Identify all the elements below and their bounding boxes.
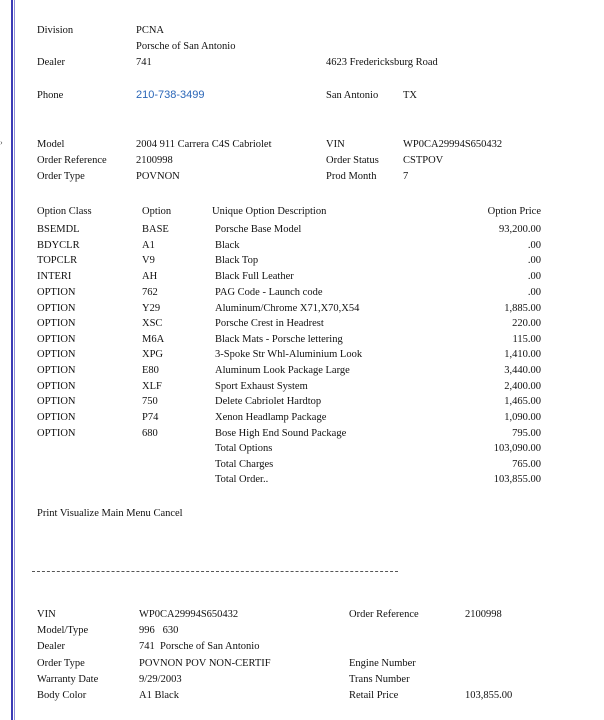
- summary-dealer-value: 741 Porsche of San Antonio: [139, 641, 260, 652]
- option-class: TOPCLR: [37, 255, 78, 266]
- summary-order-ref-label: Order Reference: [349, 609, 419, 620]
- dealer-label: Dealer: [37, 57, 65, 68]
- summary-trans-label: Trans Number: [349, 674, 410, 685]
- option-code: XPG: [142, 349, 164, 360]
- option-price: .00: [527, 255, 541, 266]
- summary-model-type-label: Model/Type: [37, 625, 89, 636]
- option-description: Porsche Crest in Headrest: [215, 318, 324, 329]
- vin-value: WP0CA29994S650432: [403, 139, 503, 150]
- option-class: BDYCLR: [37, 240, 80, 251]
- summary-warranty-value: 9/29/2003: [139, 674, 182, 685]
- vin-label: VIN: [326, 139, 345, 150]
- table-row: [0, 396, 604, 408]
- summary-order-type-label: Order Type: [37, 658, 85, 669]
- order-type-value: POVNON: [136, 171, 180, 182]
- dealer-name: Porsche of San Antonio: [136, 41, 236, 52]
- option-description: Xenon Headlamp Package: [215, 412, 327, 423]
- margin-marker: ›: [0, 138, 3, 147]
- summary-engine-label: Engine Number: [349, 658, 416, 669]
- division-value: PCNA: [136, 25, 165, 36]
- table-row: [0, 240, 604, 252]
- order-type-label: Order Type: [37, 171, 85, 182]
- dealer-address: 4623 Fredericksburg Road: [326, 57, 438, 68]
- option-price: 1,090.00: [504, 412, 541, 423]
- option-price: 1,885.00: [504, 303, 541, 314]
- phone-link[interactable]: 210-738-3499: [136, 89, 205, 101]
- total-options-label: Total Options: [215, 443, 273, 454]
- option-description: Aluminum Look Package Large: [215, 365, 350, 376]
- option-class: OPTION: [37, 318, 76, 329]
- table-row: [0, 428, 604, 440]
- table-row: [0, 381, 604, 393]
- model-value: 2004 911 Carrera C4S Cabriolet: [136, 139, 272, 150]
- option-code: P74: [142, 412, 159, 423]
- col-header-description: Unique Option Description: [212, 206, 327, 217]
- option-description: Black Top: [215, 255, 259, 266]
- option-price: 115.00: [512, 334, 541, 345]
- option-description: Aluminum/Chrome X71,X70,X54: [215, 303, 360, 314]
- section-divider: [32, 571, 398, 572]
- table-row: [0, 334, 604, 346]
- option-description: Bose High End Sound Package: [215, 428, 347, 439]
- summary-dealer-label: Dealer: [37, 641, 65, 652]
- summary-order-type-value: POVNON POV NON-CERTIF: [139, 658, 271, 669]
- summary-vin-label: VIN: [37, 609, 56, 620]
- dealer-state: TX: [403, 90, 417, 101]
- option-code: XSC: [142, 318, 163, 329]
- option-code: 750: [142, 396, 158, 407]
- option-description: Black: [215, 240, 240, 251]
- option-description: PAG Code - Launch code: [215, 287, 323, 298]
- option-price: .00: [527, 287, 541, 298]
- phone-label: Phone: [37, 90, 64, 101]
- option-code: Y29: [142, 303, 161, 314]
- prod-month-value: 7: [403, 171, 409, 182]
- option-price: 795.00: [512, 428, 541, 439]
- option-price: .00: [527, 240, 541, 251]
- option-class: OPTION: [37, 412, 76, 423]
- summary-warranty-label: Warranty Date: [37, 674, 99, 685]
- total-options-value: 103,090.00: [493, 443, 541, 454]
- order-status-value: CSTPOV: [403, 155, 444, 166]
- option-class: OPTION: [37, 334, 76, 345]
- table-row: [0, 224, 604, 236]
- table-row: [0, 287, 604, 299]
- table-row: [0, 271, 604, 283]
- model-label: Model: [37, 139, 65, 150]
- summary-retail-value: 103,855.00: [465, 690, 513, 701]
- summary-order-ref-value: 2100998: [465, 609, 502, 620]
- option-price: 93,200.00: [499, 224, 541, 235]
- option-code: AH: [142, 271, 158, 282]
- order-ref-value: 2100998: [136, 155, 173, 166]
- col-header-price: Option Price: [487, 206, 541, 217]
- table-row: [0, 412, 604, 424]
- option-description: Sport Exhaust System: [215, 381, 308, 392]
- option-description: Delete Cabriolet Hardtop: [215, 396, 322, 407]
- summary-model-type-value: 996 630: [139, 625, 179, 636]
- main-menu-button[interactable]: Main Menu: [101, 508, 151, 519]
- option-code: M6A: [142, 334, 165, 345]
- dealer-city: San Antonio: [326, 90, 379, 101]
- option-code: E80: [142, 365, 159, 376]
- prod-month-label: Prod Month: [326, 171, 377, 182]
- option-class: BSEMDL: [37, 224, 80, 235]
- cancel-button[interactable]: Cancel: [153, 508, 183, 519]
- print-button[interactable]: Print: [37, 508, 58, 519]
- option-description: Porsche Base Model: [215, 224, 302, 235]
- total-order-value: 103,855.00: [493, 474, 541, 485]
- option-code: A1: [142, 240, 155, 251]
- table-row: [0, 365, 604, 377]
- option-price: 1,465.00: [504, 396, 541, 407]
- option-class: OPTION: [37, 428, 76, 439]
- option-price: .00: [527, 271, 541, 282]
- option-price: 1,410.00: [504, 349, 541, 360]
- col-header-option-class: Option Class: [37, 206, 92, 217]
- option-price: 2,400.00: [504, 381, 541, 392]
- action-bar: [37, 508, 183, 520]
- table-row: [0, 349, 604, 361]
- option-class: OPTION: [37, 303, 76, 314]
- summary-body-color-label: Body Color: [37, 690, 87, 701]
- table-row: [0, 318, 604, 330]
- option-description: Black Mats - Porsche lettering: [215, 334, 343, 345]
- option-price: 3,440.00: [504, 365, 541, 376]
- summary-retail-label: Retail Price: [349, 690, 399, 701]
- option-code: 762: [142, 287, 158, 298]
- option-price: 220.00: [512, 318, 541, 329]
- order-status-label: Order Status: [326, 155, 379, 166]
- option-code: BASE: [142, 224, 169, 235]
- option-class: OPTION: [37, 396, 76, 407]
- total-charges-value: 765.00: [512, 459, 541, 470]
- division-label: Division: [37, 25, 74, 36]
- order-ref-label: Order Reference: [37, 155, 107, 166]
- option-class: INTERI: [37, 271, 72, 282]
- total-charges-label: Total Charges: [215, 459, 274, 470]
- option-class: OPTION: [37, 287, 76, 298]
- summary-body-color-value: A1 Black: [139, 690, 179, 701]
- option-description: 3-Spoke Str Whl-Aluminium Look: [215, 349, 363, 360]
- option-class: OPTION: [37, 349, 76, 360]
- summary-vin-value: WP0CA29994S650432: [139, 609, 239, 620]
- option-code: V9: [142, 255, 155, 266]
- option-code: XLF: [142, 381, 162, 392]
- option-class: OPTION: [37, 381, 76, 392]
- option-description: Black Full Leather: [215, 271, 294, 282]
- table-row: [0, 255, 604, 267]
- col-header-option: Option: [142, 206, 172, 217]
- option-code: 680: [142, 428, 158, 439]
- total-order-label: Total Order..: [215, 474, 269, 485]
- visualize-button[interactable]: Visualize: [59, 508, 99, 519]
- dealer-code: 741: [136, 57, 152, 68]
- table-row: [0, 303, 604, 315]
- option-class: OPTION: [37, 365, 76, 376]
